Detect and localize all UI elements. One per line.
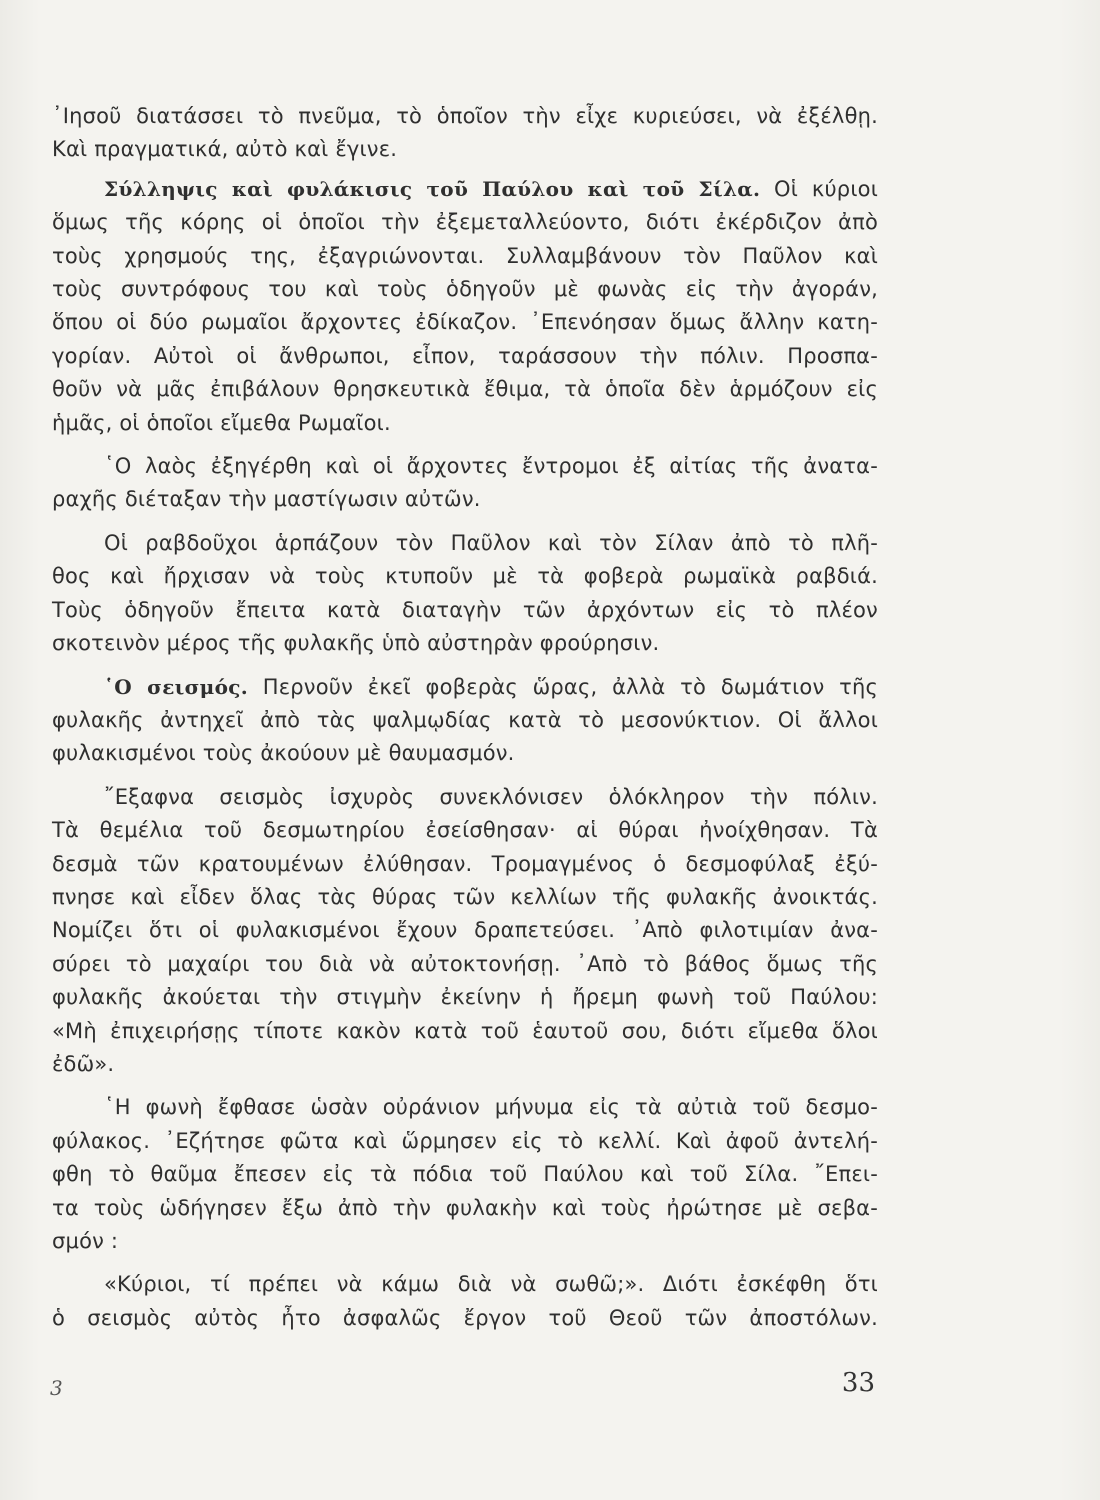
- page-number: 33: [841, 1368, 875, 1398]
- paragraph: [52, 173, 878, 440]
- text-line: φθη τὸ θαῦμα ἔπεσεν εἰς τὰ πόδια τοῦ Παύλου καὶ τοῦ Σίλα. ῎Επει-: [52, 1162, 878, 1187]
- text-line: ᾿Ιησοῦ διατάσσει τὸ πνεῦμα, τὸ ὁποῖον τὴν εἶχε κυριεύσει, νὰ ἐξέλθῃ.: [52, 104, 878, 128]
- text-line: ἐδῶ».: [52, 1051, 115, 1076]
- section-heading-earthquake: ῾Ο σεισμός.: [104, 674, 248, 699]
- paragraph: [52, 100, 878, 167]
- section-heading-arrest: Σύλληψις καὶ φυλάκισις τοῦ Παύλου καὶ τοῦ Σίλα.: [104, 176, 761, 201]
- text-line: σύρει τὸ μαχαίρι του διὰ νὰ αὐτοκτονήσῃ. ᾿Απὸ τὸ βάθος ὅμως τῆς: [52, 951, 878, 976]
- text-line: τοὺς χρησμούς της, ἐξαγριώνονται. Συλλαμβάνουν τὸν Παῦλον καὶ: [52, 243, 878, 268]
- signature-mark: 3: [50, 1376, 63, 1400]
- text-line: Τὰ θεμέλια τοῦ δεσμωτηρίου ἐσείσθησαν· αἱ θύραι ἠνοίχθησαν. Τὰ: [52, 818, 878, 843]
- text-line: φύλακος. ᾿Εζήτησε φῶτα καὶ ὥρμησεν εἰς τὸ κελλί. Καὶ ἀφοῦ ἀντελή-: [52, 1128, 878, 1153]
- text-line: φυλακισμένοι τοὺς ἀκούουν μὲ θαυμασμόν.: [52, 741, 515, 766]
- text-line: γορίαν. Αὐτοὶ οἱ ἄνθρωποι, εἶπον, ταράσσουν τὴν πόλιν. Προσπα-: [52, 343, 878, 368]
- text-line: φυλακῆς ἀντηχεῖ ἀπὸ τὰς ψαλμῳδίας κατὰ τὸ μεσονύκτιον. Οἱ ἄλλοι: [52, 707, 878, 732]
- paragraph: [52, 671, 878, 771]
- text-line: Τοὺς ὁδηγοῦν ἔπειτα κατὰ διαταγὴν τῶν ἀρχόντων εἰς τὸ πλέον: [52, 597, 878, 622]
- text-line: δεσμὰ τῶν κρατουμένων ἐλύθησαν. Τρομαγμένος ὁ δεσμοφύλαξ ἐξύ-: [52, 851, 878, 876]
- text-line: πνησε καὶ εἶδεν ὅλας τὰς θύρας τῶν κελλίων τῆς φυλακῆς ἀνοικτάς.: [52, 884, 878, 909]
- text-line: σκοτεινὸν μέρος τῆς φυλακῆς ὑπὸ αὐστηρὰν φρούρησιν.: [52, 631, 660, 656]
- text-line: Οἱ ραβδοῦχοι ἁρπάζουν τὸν Παῦλον καὶ τὸν Σίλαν ἀπὸ τὸ πλῆ-: [104, 530, 878, 555]
- paragraph: [52, 527, 878, 661]
- paragraph: [52, 781, 878, 1082]
- text-line: ὁ σεισμὸς αὐτὸς ἦτο ἀσφαλῶς ἔργον τοῦ Θεοῦ τῶν ἀποστόλων.: [52, 1305, 878, 1330]
- text-fragment: Οἱ κύριοι: [760, 176, 879, 201]
- text-line: ῾Η φωνὴ ἔφθασε ὡσὰν οὐράνιον μήνυμα εἰς τὰ αὐτιὰ τοῦ δεσμο-: [104, 1095, 878, 1120]
- text-line: ἡμᾶς, οἱ ὁποῖοι εἴμεθα Ρωμαῖοι.: [52, 410, 391, 435]
- text-line: «Μὴ ἐπιχειρήσῃς τίποτε κακὸν κατὰ τοῦ ἑαυτοῦ σου, διότι εἴμεθα ὅλοι: [52, 1018, 878, 1043]
- body-text: [52, 100, 878, 1345]
- text-line: ῎Εξαφνα σεισμὸς ἰσχυρὸς συνεκλόνισεν ὁλόκληρον τὴν πόλιν.: [104, 784, 878, 809]
- text-line: ραχῆς διέταξαν τὴν μαστίγωσιν αὐτῶν.: [52, 487, 481, 512]
- text-line: τοὺς συντρόφους του καὶ τοὺς ὁδηγοῦν μὲ φωνὰς εἰς τὴν ἀγοράν,: [52, 277, 878, 302]
- text-line: Καὶ πραγματικά, αὐτὸ καὶ ἔγινε.: [52, 137, 398, 162]
- text-line: ῾Ο λαὸς ἐξηγέρθη καὶ οἱ ἄρχοντες ἔντρομοι ἐξ αἰτίας τῆς ἀνατα-: [104, 454, 878, 479]
- text-line: τα τοὺς ὡδήγησεν ἔξω ἀπὸ τὴν φυλακὴν καὶ τοὺς ἠρώτησε μὲ σεβα-: [52, 1195, 878, 1220]
- text-line: φυλακῆς ἀκούεται τὴν στιγμὴν ἐκείνην ἡ ἤρεμη φωνὴ τοῦ Παύλου:: [52, 985, 878, 1010]
- text-line: ὅμως τῆς κόρης οἱ ὁποῖοι τὴν ἐξεμεταλλεύοντο, διότι ἐκέρδιζον ἀπὸ: [52, 210, 878, 235]
- text-line: «Κύριοι, τί πρέπει νὰ κάμω διὰ νὰ σωθῶ;». Διότι ἐσκέφθη ὅτι: [104, 1272, 878, 1297]
- text-line: θοῦν νὰ μᾶς ἐπιβάλουν θρησκευτικὰ ἔθιμα, τὰ ὁποῖα δὲν ἁρμόζουν εἰς: [52, 377, 878, 402]
- text-line: σμόν :: [52, 1229, 119, 1253]
- text-line: θος καὶ ἤρχισαν νὰ τοὺς κτυποῦν μὲ τὰ φοβερὰ ρωμαϊκὰ ραβδιά.: [52, 564, 878, 589]
- text-line: ὅπου οἱ δύο ρωμαῖοι ἄρχοντες ἐδίκαζον. ᾿Επενόησαν ὅμως ἄλλην κατη-: [52, 310, 878, 335]
- paragraph: [52, 450, 878, 517]
- paragraph: [52, 1091, 878, 1258]
- paragraph: [52, 1268, 878, 1335]
- text-line-with-heading: [52, 173, 878, 206]
- text-fragment: Περνοῦν ἐκεῖ φοβερὰς ὥρας, ἀλλὰ τὸ δωμάτιον τῆς: [248, 674, 878, 699]
- text-line: Νομίζει ὅτι οἱ φυλακισμένοι ἔχουν δραπετεύσει. ᾿Απὸ φιλοτιμίαν ἀνα-: [52, 918, 878, 943]
- text-line-with-heading: [52, 671, 878, 704]
